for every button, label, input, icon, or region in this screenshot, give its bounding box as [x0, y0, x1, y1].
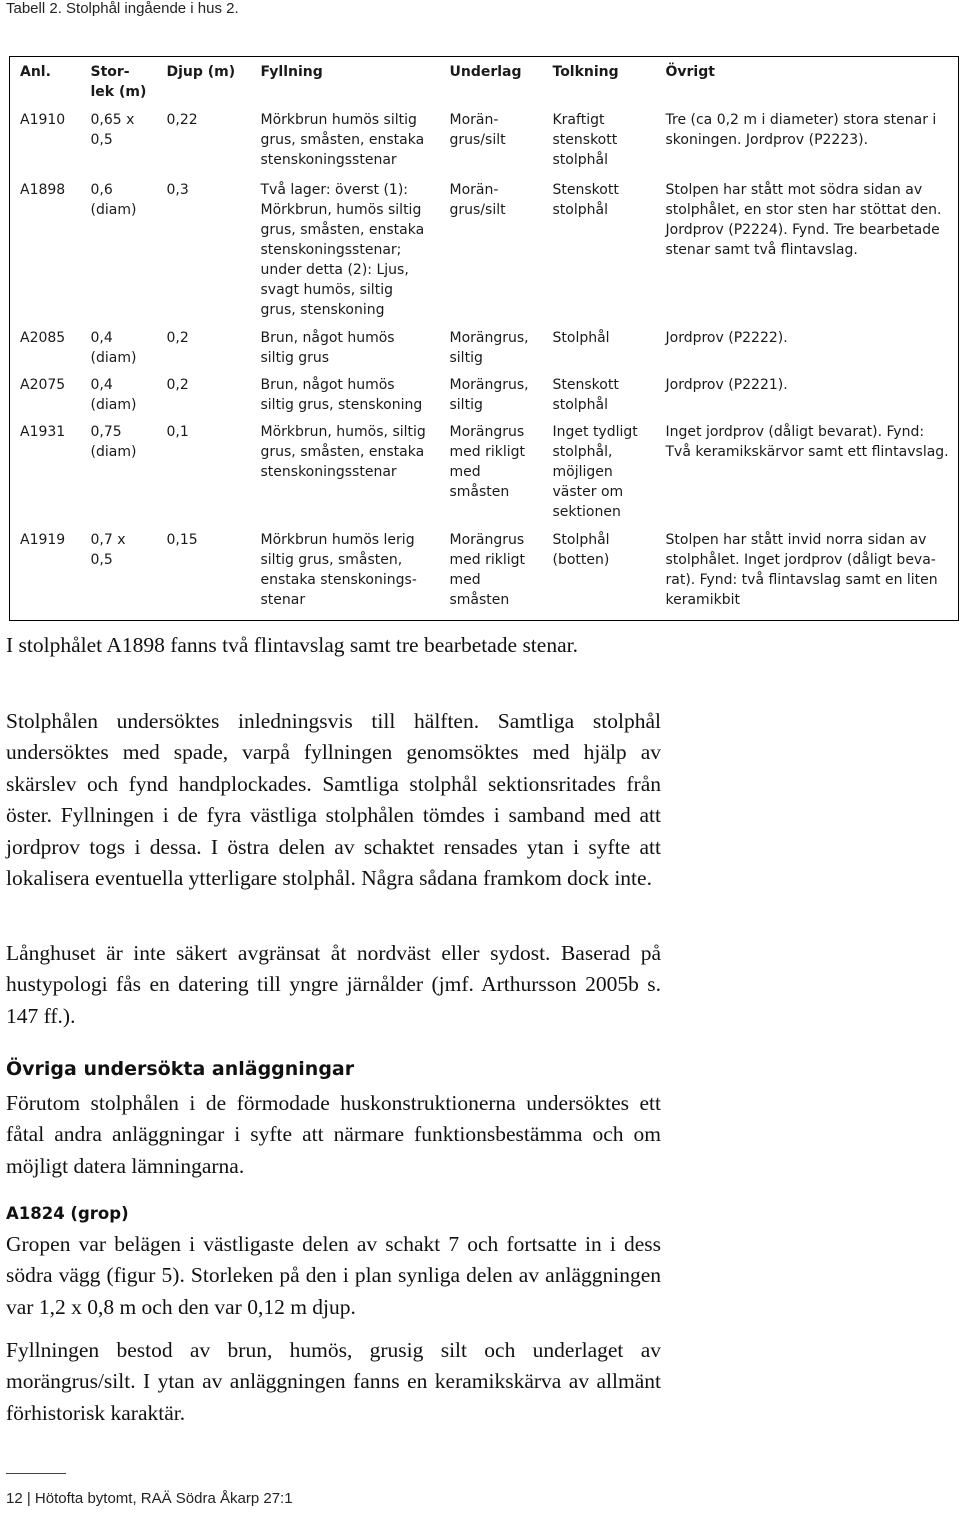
- cell-ovrigt: Tre (ca 0,2 m i diameter) stora stenar i skoningen. Jordprov (P2223).: [656, 110, 959, 180]
- table-row: [10, 110, 959, 180]
- cell-underlag: Morängrus, siltig: [449, 377, 529, 413]
- cell-storlek: 0,6 (diam): [90, 182, 137, 218]
- paragraph-methods: Stolphålen undersöktes inledningsvis till hälften. Samtliga stolphål undersöktes med spade, varpå fyllningen genomsöktes med hjälp av skärslev och fynd handplockades. Samtliga stolphål sektionsritades från öster. Fyllningen i de fyra västliga stolphålen tömdes i samband med att jordprov togs i dessa. I östra delen av schaktet rensades ytan i syfte att lokalisera eventuella ytterligare stolphål. Några sådana framkom dock inte.: [6, 709, 661, 891]
- cell-underlag: Morängrus, siltig: [449, 330, 529, 366]
- cell-anl: A1931: [10, 422, 81, 530]
- table-row: [10, 422, 959, 530]
- cell-anl: A1919: [10, 530, 81, 621]
- page-footer: 12 | Hötofta bytomt, RAÄ Södra Åkarp 27:1: [6, 1490, 293, 1507]
- subsection-heading: A1824 (grop): [6, 1204, 129, 1223]
- paragraph-other-features: Förutom stolphålen i de förmodade huskonstruktionerna undersöktes ett fåtal andra anläggningar i syfte att närmare funktionsbestämma och om möjligt datera lämningarna.: [6, 1091, 661, 1178]
- cell-ovrigt: Jordprov (P2221).: [656, 375, 959, 422]
- cell-djup: 0,1: [166, 424, 189, 440]
- table-caption: Tabell 2. Stolphål ingående i hus 2.: [6, 0, 239, 17]
- cell-tolkning: Stenskott stolphål: [552, 182, 619, 218]
- paragraph-dating: Långhuset är inte säkert avgränsat åt nordväst eller sydost. Baserad på hustypologi fås en datering till yngre järnålder (jmf. Arthursson 2005b s. 147 ff.).: [6, 941, 661, 1028]
- cell-djup: 0,22: [166, 112, 198, 128]
- header-fyllning: Fyllning: [251, 57, 440, 111]
- footer-rule: [6, 1473, 66, 1474]
- cell-djup: 0,2: [166, 377, 189, 393]
- cell-underlag: Morängrus med rikligt med småsten: [449, 424, 525, 500]
- cell-tolkning: Kraftigt stenskott stolphål: [552, 112, 618, 168]
- table-row: [10, 375, 959, 422]
- cell-storlek: 0,4 (diam): [90, 330, 137, 366]
- header-anl: Anl.: [10, 57, 81, 111]
- header-underlag: Underlag: [440, 57, 543, 111]
- header-ovrigt: Övrigt: [656, 57, 959, 111]
- cell-djup: 0,2: [166, 330, 189, 346]
- table-row: [10, 530, 959, 621]
- cell-storlek: 0,4 (diam): [90, 377, 137, 413]
- cell-anl: A2085: [10, 328, 81, 375]
- cell-underlag: Morän- grus/silt: [449, 182, 506, 218]
- cell-ovrigt: Jordprov (P2222).: [656, 328, 959, 375]
- cell-fyllning: Två lager: överst (1): Mörkbrun, humös siltig grus, småsten, enstaka stenskoningsstenar; under detta (2): Ljus, svagt humös, siltig grus, stenskoning: [260, 182, 425, 318]
- cell-underlag: Morängrus med rikligt med småsten: [440, 530, 543, 621]
- paragraph-pit-description: Gropen var belägen i västligaste delen av schakt 7 och fortsatte in i dess södra vägg (figur 5). Storleken på den i plan synliga delen av anläggningen var 1,2 x 0,8 m och den var 0,12 m djup.: [6, 1232, 661, 1319]
- table-row: [10, 328, 959, 375]
- cell-ovrigt: Inget jordprov (dåligt bevarat). Fynd: Två keramikskärvor samt ett flintavslag.: [656, 422, 959, 530]
- cell-tolkning: Inget tydligt stolphål, möjligen väster om sektionen: [552, 424, 638, 520]
- cell-ovrigt: Stolpen har stått invid norra sidan av stolphålet. Inget jordprov (dåligt beva- rat). Fynd: två flintavslag samt en liten keramikbit: [656, 530, 959, 621]
- cell-storlek: 0,75 (diam): [90, 424, 137, 460]
- paragraph-pit-fill: Fyllningen bestod av brun, humös, grusig silt och underlaget av morängrus/silt. I ytan av anläggningen fanns en keramikskärva av allmänt förhistorisk karaktär.: [6, 1338, 661, 1425]
- section-heading: Övriga undersökta anläggningar: [6, 1058, 355, 1080]
- cell-anl: A2075: [10, 375, 81, 422]
- cell-storlek: 0,7 x 0,5: [81, 530, 157, 621]
- cell-fyllning: Brun, något humös siltig grus: [260, 330, 395, 366]
- cell-fyllning: Mörkbrun humös lerig siltig grus, småsten, enstaka stenskonings- stenar: [251, 530, 440, 621]
- cell-fyllning: Mörkbrun, humös, siltig grus, småsten, enstaka stenskoningsstenar: [260, 424, 426, 480]
- cell-underlag: Morän- grus/silt: [449, 112, 506, 148]
- cell-djup: 0,15: [157, 530, 251, 621]
- cell-tolkning: Stolphål: [552, 330, 610, 346]
- cell-fyllning: Brun, något humös siltig grus, stenskoning: [260, 377, 423, 413]
- cell-tolkning: Stenskott stolphål: [552, 377, 619, 413]
- cell-fyllning: Mörkbrun humös siltig grus, småsten, enstaka stenskoningsstenar: [260, 112, 425, 168]
- table-header-row: [10, 57, 959, 111]
- cell-tolkning: Stolphål (botten): [543, 530, 656, 621]
- header-djup: Djup (m): [157, 57, 251, 111]
- table-row: [10, 180, 959, 328]
- cell-djup: 0,3: [166, 182, 189, 198]
- cell-anl: A1898: [10, 180, 81, 328]
- header-storlek: Stor- lek (m): [81, 57, 157, 111]
- cell-anl: A1910: [10, 110, 81, 180]
- postholes-table: [9, 56, 959, 621]
- header-tolkning: Tolkning: [543, 57, 656, 111]
- paragraph-flint-finds: I stolphålet A1898 fanns två flintavslag samt tre bearbetade stenar.: [6, 633, 578, 657]
- cell-ovrigt: Stolpen har stått mot södra sidan av stolphålet, en stor sten har stöttat den. Jordprov (P2224). Fynd. Tre bearbetade stenar samt två flintavslag.: [656, 180, 959, 328]
- cell-storlek: 0,65 x 0,5: [90, 112, 135, 148]
